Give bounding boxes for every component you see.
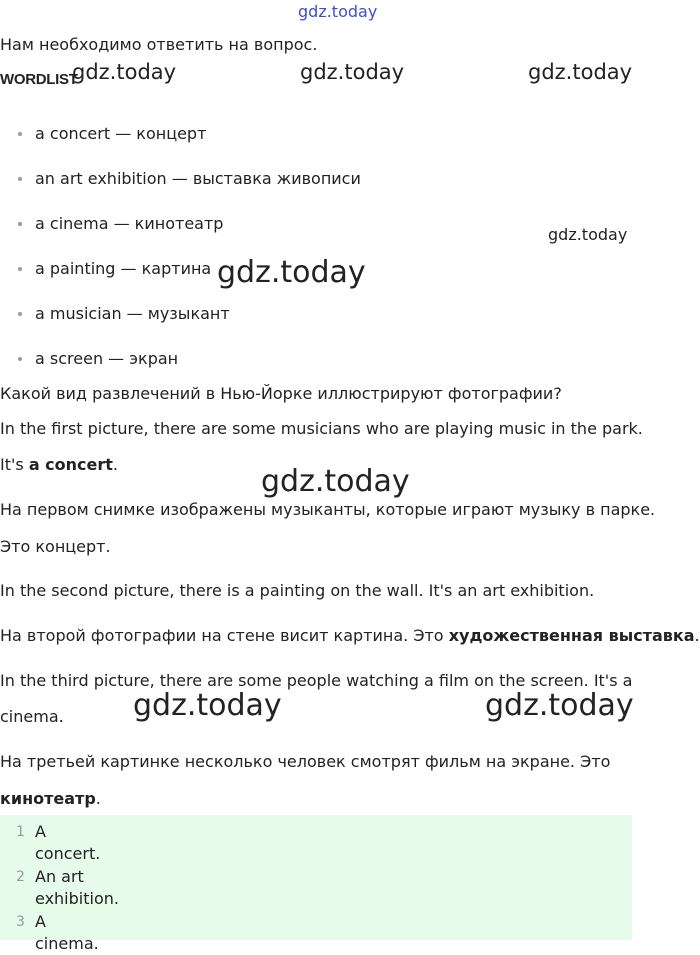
watermark: gdz.today <box>72 60 177 84</box>
answer-number: 1 <box>16 824 25 840</box>
intro-text: Нам необходимо ответить на вопрос. <box>0 35 318 54</box>
question-text: Какой вид развлечений в Нью-Йорке иллюстрируют фотографии? <box>0 384 562 403</box>
bullet-icon <box>18 357 22 361</box>
paragraph-line: Это концерт. <box>0 537 111 556</box>
text-span: . <box>112 455 119 474</box>
answer-text: A cinema. <box>35 912 99 953</box>
watermark: gdz.today <box>133 688 282 723</box>
watermark: gdz.today <box>528 60 633 84</box>
answer-box <box>0 815 632 953</box>
watermark: gdz.today <box>300 60 405 84</box>
paragraph-line: In the third picture, there are some people watching a film on the screen. It's a <box>0 671 633 690</box>
list-item: a concert — концерт <box>35 124 207 143</box>
list-item: a painting — картина <box>35 259 212 278</box>
bold-text: кинотеатр <box>0 789 96 808</box>
paragraph-line: На третьей картинке несколько человек смотрят фильм на экране. Это <box>0 752 611 771</box>
bullet-icon <box>18 222 22 226</box>
paragraph-line: In the first picture, there are some musicians who are playing music in the park. <box>0 419 643 438</box>
bullet-icon <box>18 132 22 136</box>
watermark-top: gdz.today <box>298 2 378 21</box>
watermark: gdz.today <box>217 255 366 290</box>
bold-text: художественная выставка <box>448 626 695 645</box>
text-span: . <box>95 789 101 808</box>
text-span: На второй фотографии на стене висит картина. Это <box>0 626 449 645</box>
bold-text: a concert <box>28 455 113 474</box>
watermark: gdz.today <box>548 225 628 244</box>
answer-number: 3 <box>16 914 25 930</box>
list-item: an art exhibition — выставка живописи <box>35 169 361 188</box>
list-item: a cinema — кинотеатр <box>35 214 224 233</box>
wordlist-heading: WORDLIST <box>0 71 78 88</box>
paragraph-line <box>0 625 700 647</box>
answer-text: An art exhibition. <box>35 867 119 908</box>
paragraph-line <box>0 788 101 810</box>
paragraph-line: cinema. <box>0 707 64 726</box>
text-span: It's <box>0 455 29 474</box>
answer-text: A concert. <box>35 822 101 863</box>
paragraph-line: На первом снимке изображены музыканты, которые играют музыку в парке. <box>0 500 656 519</box>
watermark: gdz.today <box>261 464 410 499</box>
paragraph-line: In the second picture, there is a painting on the wall. It's an art exhibition. <box>0 581 595 600</box>
text-span: . <box>694 626 700 645</box>
bullet-icon <box>18 312 22 316</box>
list-item: a screen — экран <box>35 349 179 368</box>
bullet-icon <box>18 267 22 271</box>
paragraph-line <box>0 454 118 476</box>
answer-number: 2 <box>16 869 25 885</box>
list-item: a musician — музыкант <box>35 304 230 323</box>
watermark: gdz.today <box>485 688 634 723</box>
bullet-icon <box>18 177 22 181</box>
